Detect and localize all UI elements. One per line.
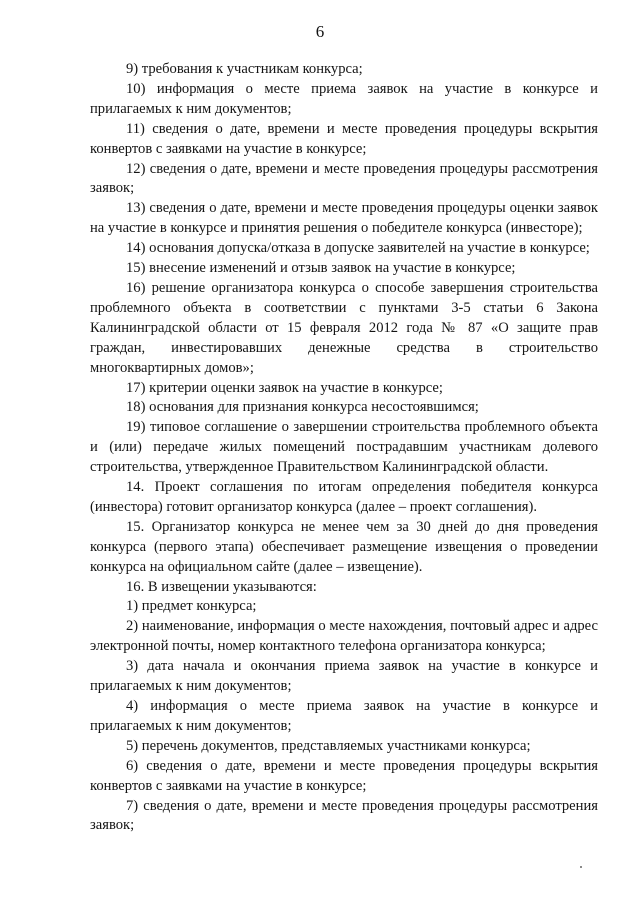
paragraph-section-15: 15. Организатор конкурса не менее чем за 30 дней до дня проведения конкурса (первого этапа) обеспечивает размещение извещения о проведении конкурса на официальном сайте (далее – извещение). xyxy=(90,518,598,575)
paragraph-notice-item-1: 1) предмет конкурса; xyxy=(126,598,257,615)
paragraph-item-19: 19) типовое соглашение о завершении строительства проблемного объекта и (или) передаче жилых помещений пострадавшим участникам долевого строительства, утвержденное Правительством Калининградской области. xyxy=(90,419,598,476)
page-number: 6 xyxy=(315,22,325,41)
paragraph-item-11: 11) сведения о дате, времени и месте проведения процедуры вскрытия конвертов с заявками на участие в конкурсе; xyxy=(90,120,598,157)
paragraph-item-10: 10) информация о месте приема заявок на участие в конкурсе и прилагаемых к ним документов; xyxy=(90,80,598,117)
paragraph-notice-item-4: 4) информация о месте приема заявок на участие в конкурсе и прилагаемых к ним документов; xyxy=(90,698,598,734)
paragraph-notice-item-3: 3) дата начала и окончания приема заявок на участие в конкурсе и прилагаемых к ним документов; xyxy=(90,658,598,695)
document-body xyxy=(90,60,598,836)
paragraph-item-13: 13) сведения о дате, времени и месте проведения процедуры оценки заявок на участие в конкурсе и принятия решения о победителе конкурса (инвесторе); xyxy=(90,200,598,237)
paragraph-section-14: 14. Проект соглашения по итогам определения победителя конкурса (инвестора) готовит организатор конкурса (далее – проект соглашения). xyxy=(90,479,598,515)
paragraph-item-17: 17) критерии оценки заявок на участие в конкурсе; xyxy=(126,379,443,396)
paragraph-section-16: 16. В извещении указываются: xyxy=(126,578,317,595)
paragraph-item-12: 12) сведения о дате, времени и месте проведения процедуры рассмотрения заявок; xyxy=(90,160,598,197)
paragraph-item-18: 18) основания для признания конкурса несостоявшимся; xyxy=(126,399,479,416)
paragraph-item-15: 15) внесение изменений и отзыв заявок на участие в конкурсе; xyxy=(126,260,516,277)
paragraph-item-14: 14) основания допуска/отказа в допуске заявителей на участие в конкурсе; xyxy=(126,240,590,257)
paragraph-item-16: 16) решение организатора конкурса о способе завершения строительства проблемного объекта в соответствии с пунктами 3-5 статьи 6 Закона Калининградской области от 15 февраля 2012 года № 87 «О защите прав граждан, инвестировавших денежные средства в строительство многоквартирных домов»; xyxy=(90,279,598,376)
paragraph-notice-item-6: 6) сведения о дате, времени и месте проведения процедуры вскрытия конвертов с заявками на участие в конкурсе; xyxy=(90,757,598,794)
scan-speck xyxy=(580,866,582,868)
paragraph-notice-item-7: 7) сведения о дате, времени и месте проведения процедуры рассмотрения заявок; xyxy=(90,797,598,834)
paragraph-notice-item-5: 5) перечень документов, представляемых участниками конкурса; xyxy=(126,737,531,754)
paragraph-item-9: 9) требования к участникам конкурса; xyxy=(126,61,363,77)
paragraph-notice-item-2: 2) наименование, информация о месте нахождения, почтовый адрес и адрес электронной почты, номер контактного телефона организатора конкурса; xyxy=(90,618,598,655)
